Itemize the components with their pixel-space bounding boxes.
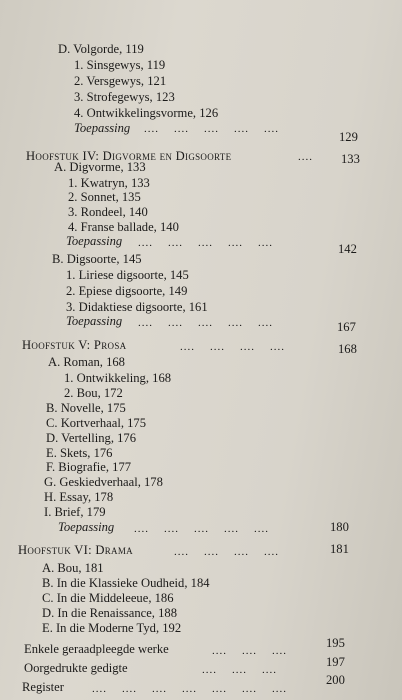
toc-entry: C. Kortverhaal, 175 [46,416,147,430]
page-number: 129 [339,130,358,144]
toc-subentry: 2. Bou, 172 [64,386,123,400]
page-number: 180 [330,520,349,534]
toc-entry: A. Roman, 168 [48,355,125,369]
toc-entry: B. Novelle, 175 [46,401,126,415]
toc-subentry: 4. Ontwikkelingsvorme, 126 [74,106,219,120]
page-number: 133 [341,152,360,166]
toc-entry: F. Biografie, 177 [46,460,132,474]
chapter-heading-vi: Hoofstuk VI: Drama [18,543,133,557]
toc-toepassing: Toepassing [66,314,123,328]
page-number: 200 [326,673,345,687]
leader-dots: .... .... .... .... .... [134,523,269,535]
toc-backmatter: Enkele geraadpleegde werke [24,642,169,656]
leader-dots: .... .... .... .... .... [138,237,273,249]
toc-entry: E. In die Moderne Tyd, 192 [42,621,182,635]
leader-dots: .... .... .... .... .... [144,123,279,135]
toc-entry: D. Vertelling, 176 [46,431,137,445]
leader-dots: .... [298,151,313,163]
leader-dots: .... .... .... .... .... [138,317,273,329]
leader-dots: .... .... .... .... .... .... .... [92,683,287,695]
toc-entry: B. In die Klassieke Oudheid, 184 [42,576,210,590]
toc-entry: A. Digvorme, 133 [54,160,146,174]
toc-toepassing: Toepassing [66,234,123,248]
toc-toepassing: Toepassing [58,520,115,534]
leader-dots: .... .... .... .... [174,546,279,558]
chapter-heading-iv: Hoofstuk IV: Digvorme en Digsoorte [26,149,232,163]
toc-subentry: 2. Versgewys, 121 [74,74,167,88]
toc-backmatter: Register [22,680,64,694]
toc-entry: C. In die Middeleeue, 186 [42,591,174,605]
page-number: 195 [326,636,345,650]
toc-entry: A. Bou, 181 [42,561,104,575]
toc-subentry: 1. Sinsgewys, 119 [74,58,166,72]
toc-entry: H. Essay, 178 [44,490,114,504]
chapter-heading-v: Hoofstuk V: Prosa [22,338,127,352]
toc-entry: E. Skets, 176 [46,446,113,460]
toc-entry: G. Geskiedverhaal, 178 [44,475,163,489]
page-number: 197 [326,655,345,669]
toc-backmatter: Oorgedrukte gedigte [24,661,128,675]
toc-subentry: 2. Epiese digsoorte, 149 [66,284,188,298]
page-number: 168 [338,342,357,356]
page-number: 167 [337,320,356,334]
toc-toepassing: Toepassing [74,121,131,135]
leader-dots: .... .... .... [202,664,277,676]
toc-subentry: 3. Strofegewys, 123 [74,90,175,104]
toc-subentry: 1. Liriese digsoorte, 145 [66,268,189,282]
toc-subentry: 4. Franse ballade, 140 [68,220,179,234]
leader-dots: .... .... .... [212,645,287,657]
toc-subentry: 2. Sonnet, 135 [68,190,141,204]
toc-subentry: 1. Kwatryn, 133 [68,176,150,190]
toc-subentry: 1. Ontwikkeling, 168 [64,371,172,385]
toc-entry: D. In die Renaissance, 188 [42,606,177,620]
toc-entry-d: D. Volgorde, 119 [58,42,144,56]
toc-subentry: 3. Didaktiese digsoorte, 161 [66,300,208,314]
leader-dots: .... .... .... .... [180,341,285,353]
toc-entry: I. Brief, 179 [44,505,106,519]
page-number: 142 [338,242,357,256]
toc-subentry: 3. Rondeel, 140 [68,205,148,219]
page-number: 181 [330,542,349,556]
toc-entry: B. Digsoorte, 145 [52,252,142,266]
